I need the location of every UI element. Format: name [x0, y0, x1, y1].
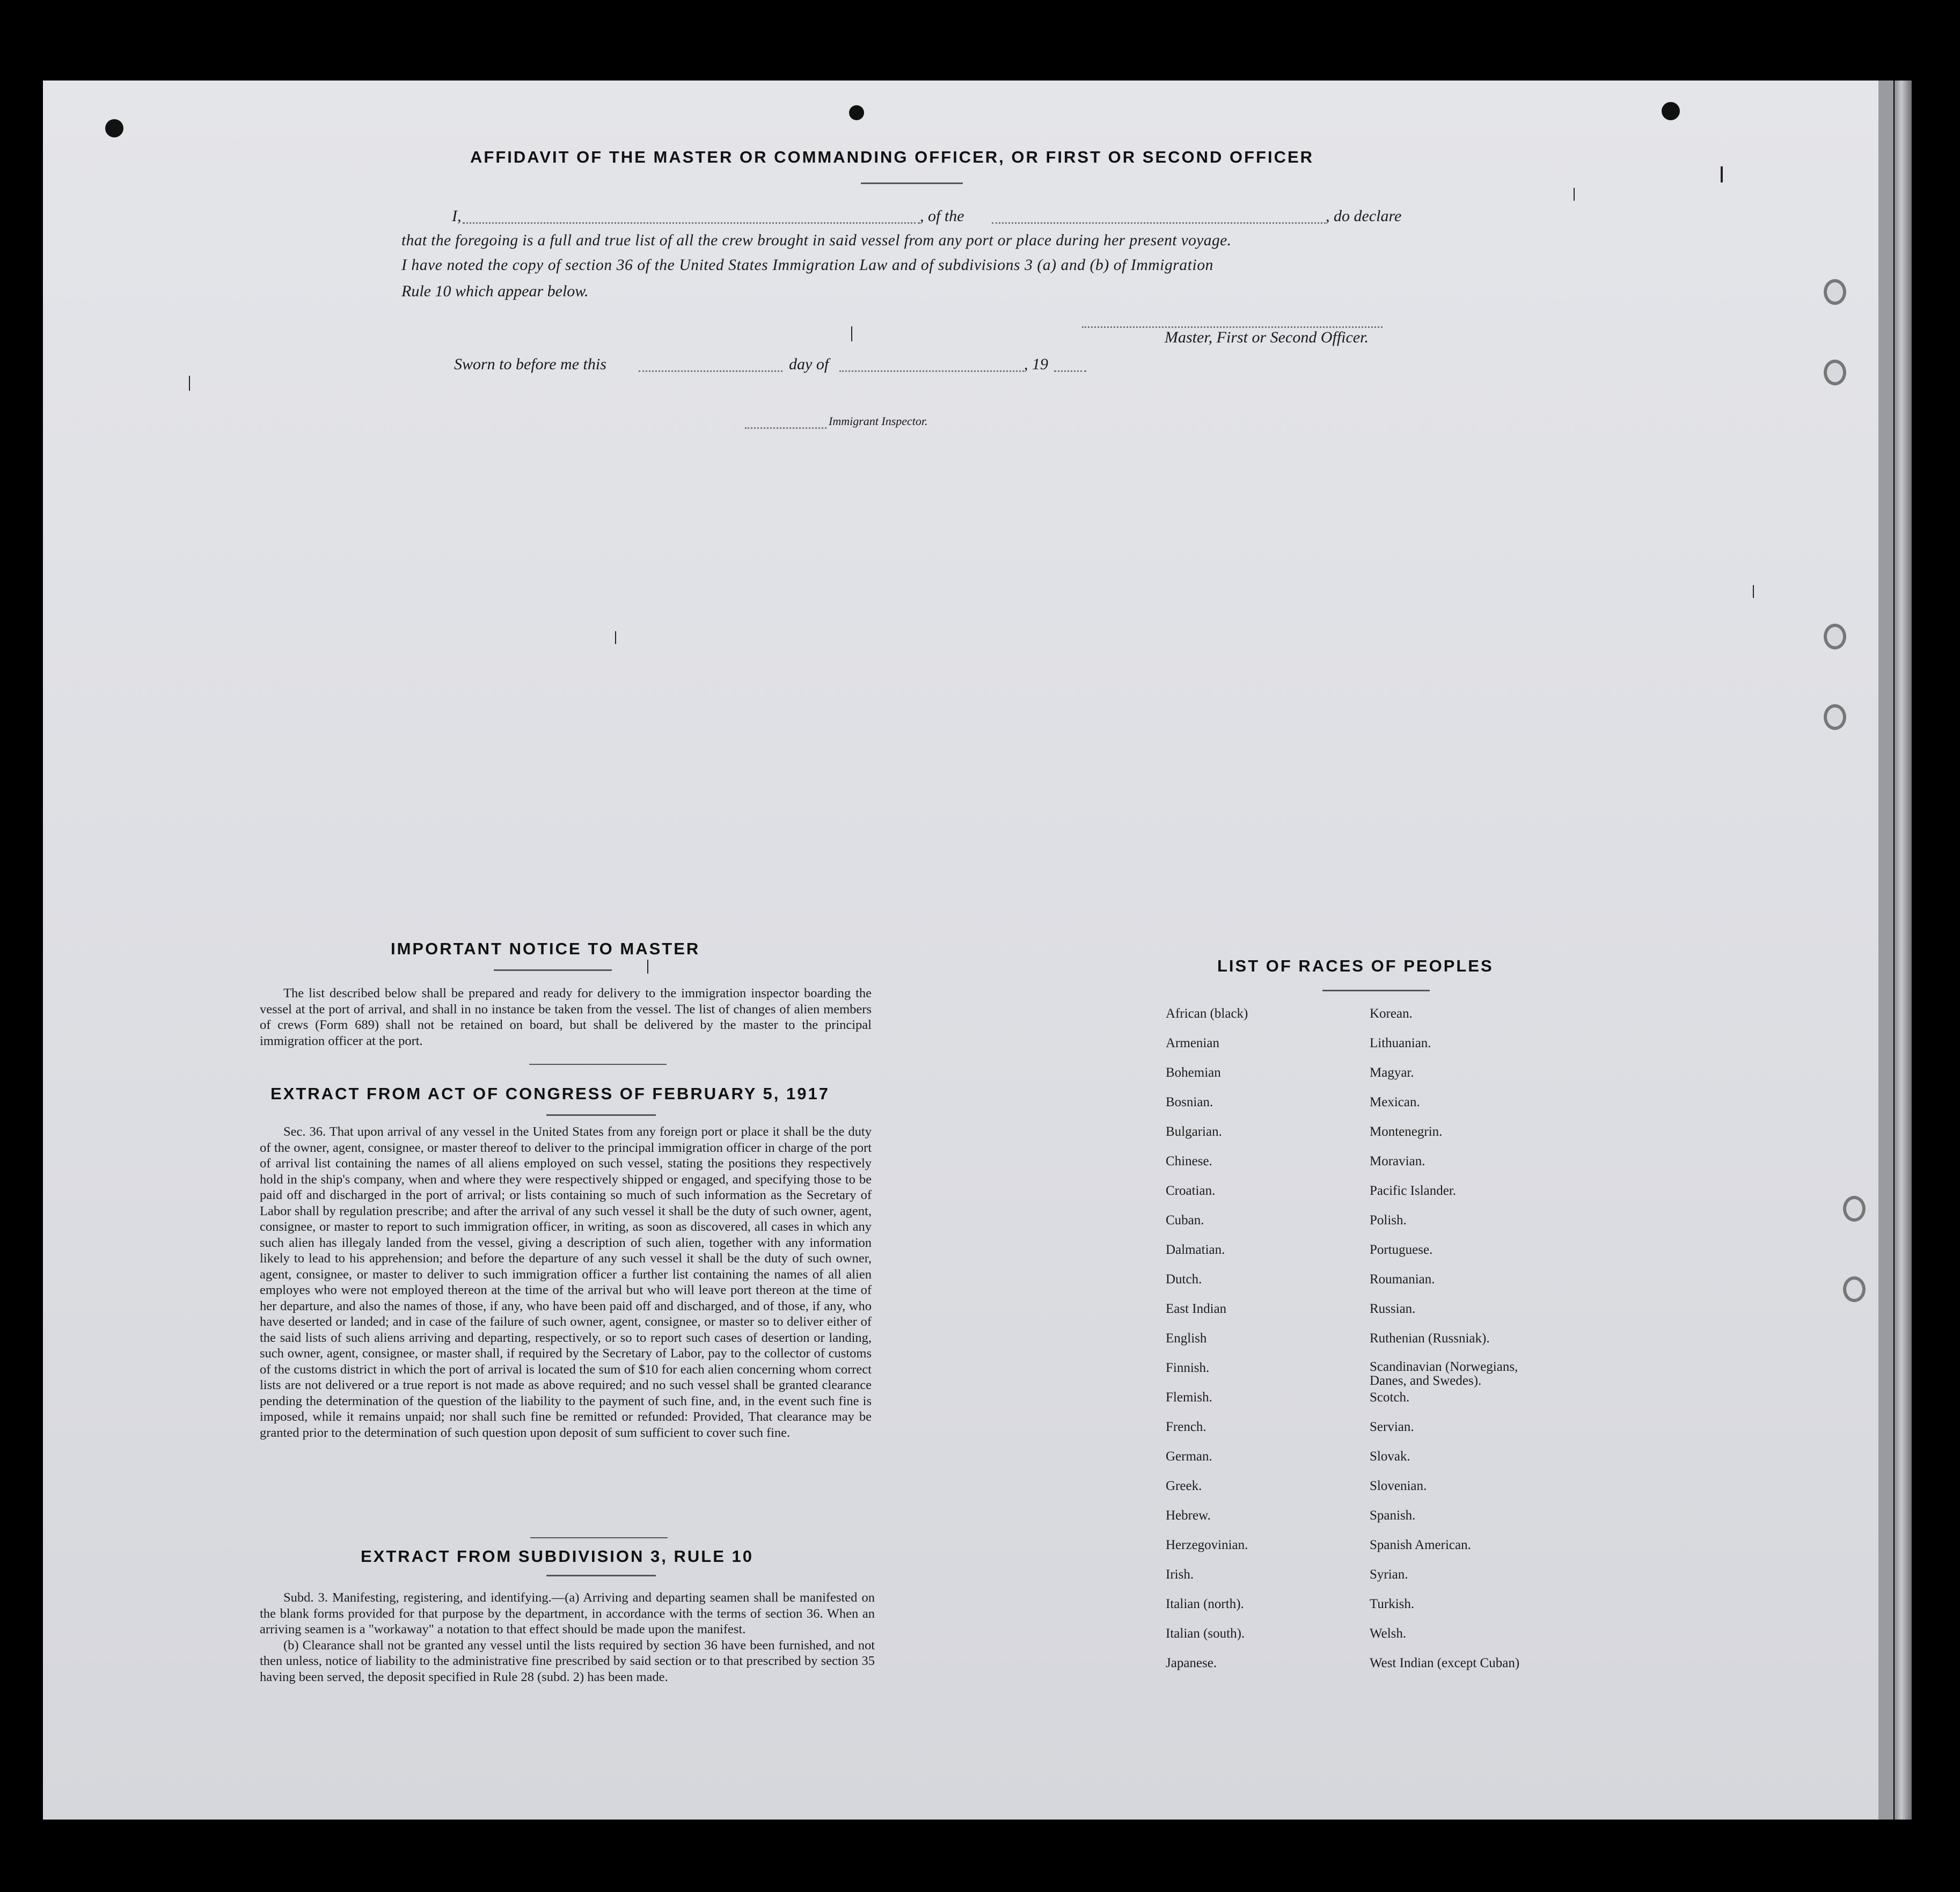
- sworn-label: Sworn to before me this: [454, 355, 606, 373]
- notice-title: IMPORTANT NOTICE TO MASTER: [391, 939, 700, 958]
- affidavit-title: AFFIDAVIT OF THE MASTER OR COMMANDING OFFICER, OR FIRST OR SECOND OFFICER: [470, 148, 1314, 166]
- scan-mark: [1721, 166, 1723, 182]
- race-item: Flemish.: [1166, 1390, 1212, 1405]
- race-item: Cuban.: [1166, 1213, 1204, 1228]
- race-item: Montenegrin.: [1370, 1124, 1443, 1139]
- race-item: German.: [1166, 1449, 1212, 1464]
- margin-hole: [1824, 279, 1846, 305]
- affidavit-line-3: I have noted the copy of section 36 of the United States Immigration Law and of subdivisions 3 (a) and (b) of Immigration: [401, 257, 1214, 274]
- races-left-column: [1166, 1006, 1248, 1685]
- race-item: Portuguese.: [1370, 1243, 1433, 1257]
- race-item: Armenian: [1166, 1036, 1219, 1050]
- sworn-day-field[interactable]: [639, 370, 782, 372]
- act-divider: [530, 1537, 668, 1538]
- sworn-year-field[interactable]: [1054, 370, 1086, 372]
- race-item: French.: [1166, 1420, 1206, 1434]
- affidavit-line-4: Rule 10 which appear below.: [401, 282, 589, 300]
- race-item: Magyar.: [1370, 1065, 1414, 1080]
- race-item: African (black): [1166, 1006, 1248, 1021]
- race-item: Scandinavian (Norwegians, Danes, and Swedes).: [1370, 1360, 1518, 1388]
- day-of-label: day of: [789, 355, 829, 373]
- race-item: Italian (north).: [1166, 1597, 1244, 1611]
- race-item: Moravian.: [1370, 1154, 1425, 1168]
- rule-paragraph-a: Subd. 3. Manifesting, registering, and identifying.—(a) Arriving and departing seamen shall be manifested on the blank forms provided for that purpose by the department, in accordance with the terms of section 36. When an arriving seamen is a "workaway" a notation to that effect should be made upon the manifest.: [260, 1590, 875, 1637]
- notice-text: [260, 985, 872, 1049]
- race-item: Welsh.: [1370, 1626, 1407, 1641]
- scan-mark: [647, 960, 648, 974]
- master-signature-field[interactable]: [1082, 326, 1383, 328]
- race-item: Italian (south).: [1166, 1626, 1245, 1641]
- race-item: Slovak.: [1370, 1449, 1410, 1464]
- races-title-rule: [1322, 990, 1430, 991]
- race-item: Finnish.: [1166, 1361, 1210, 1375]
- affidavit-title-rule: [861, 182, 963, 184]
- margin-hole: [1824, 624, 1846, 649]
- act-title: EXTRACT FROM ACT OF CONGRESS OF FEBRUARY 5, 1917: [270, 1084, 830, 1103]
- race-item: Dalmatian.: [1166, 1243, 1225, 1257]
- race-item: English: [1166, 1331, 1207, 1346]
- rule-title-rule: [546, 1575, 656, 1576]
- vessel-name-field[interactable]: [992, 222, 1326, 224]
- rule-paragraph-b: (b) Clearance shall not be granted any vessel until the lists required by section 36 have been furnished, and not then unless, notice of liability to the administrative fine prescribed by said section or to that prescribed by section 35 having been served, the deposit specified in Rule 28 (subd. 2) has been made.: [260, 1638, 875, 1684]
- notice-paragraph: The list described below shall be prepared and ready for delivery to the immigration inspector boarding the vessel at the port of arrival, and shall in no instance be taken from the vessel. The list of changes of alien members of crews (Form 689) shall not be retained on board, but shall be delivered by the master to the principal immigration officer at the port.: [260, 986, 872, 1048]
- notice-divider: [529, 1064, 667, 1065]
- race-item: Servian.: [1370, 1420, 1414, 1434]
- master-name-field[interactable]: [463, 222, 920, 224]
- scan-mark: [1753, 585, 1754, 598]
- race-item: Korean.: [1370, 1006, 1413, 1021]
- race-item: Chinese.: [1166, 1154, 1212, 1168]
- race-item: Syrian.: [1370, 1567, 1408, 1582]
- race-item: Hebrew.: [1166, 1508, 1211, 1523]
- inspector-signature-field[interactable]: [745, 427, 827, 429]
- margin-hole: [1843, 1196, 1866, 1222]
- race-item: Polish.: [1370, 1213, 1407, 1228]
- act-text: [260, 1124, 872, 1441]
- scan-mark: [615, 631, 616, 644]
- race-item: Pacific Islander.: [1370, 1184, 1457, 1198]
- races-right-column: [1370, 1006, 1547, 1685]
- scan-mark: [851, 326, 852, 341]
- binder-hole: [105, 119, 123, 137]
- sworn-month-field[interactable]: [839, 370, 1024, 372]
- master-signature-label: Master, First or Second Officer.: [1165, 328, 1369, 346]
- inspector-label: Immigrant Inspector.: [829, 414, 928, 428]
- race-item: Dutch.: [1166, 1272, 1202, 1287]
- race-item: Turkish.: [1370, 1597, 1415, 1611]
- races-title: LIST OF RACES OF PEOPLES: [1217, 956, 1494, 975]
- margin-hole: [1824, 704, 1846, 730]
- race-item: Russian.: [1370, 1302, 1416, 1316]
- sheet-edge: [1895, 81, 1912, 1820]
- race-item: East Indian: [1166, 1302, 1227, 1316]
- binder-hole: [1662, 102, 1680, 120]
- act-paragraph: Sec. 36. That upon arrival of any vessel in the United States from any foreign port or place it shall be the duty of the owner, agent, consignee, or master thereof to deliver to the principal immigration officer in charge of the port of arrival list containing the names of all aliens employed on such vessel, stating the positions they respectively hold in the ship's company, when and where they were respectively shipped or engaged, and specifying those to be paid off and discharged in the port of arrival; or lists containing so much of such information as the Secretary of Labor shall by regulation prescribe; and after the arrival of any such vessel it shall be the duty of such owner, agent, consignee, or master to report to such immigration officer, in writing, as soon as discovered, all cases in which any such alien has illegaly landed from the vessel, giving a description of such alien, together with any information likely to lead to his apprehension; and before the departure of any such vessel it shall be the duty of such owner, agent, consignee, or master to deliver to such immigration officer a further list containing the names of all alien employes who were not employed thereon at the time of the arrival but who will leave port thereon at the time of her departure, and also the names of those, if any, who have been paid off and discharged, and of those, if any, who have deserted or landed; and in case of the failure of such owner, agent, consignee, or master so to deliver either of the said lists of such aliens arriving and departing, respectively, or so to report such cases of desertion or landing, such owner, agent, consignee, or master shall, if required by the Secretary of Labor, pay to the collector of customs of the customs district in which the port of arrival is located the sum of $10 for each alien concerning whom correct lists are not delivered or a true report is not made as above required; and no such vessel shall be granted clearance pending the determination of the question of the liability to the payment of such fine, and, in the event such fine is imposed, while it remains unpaid; nor shall such fine be remitted or refunded: Provided, That clearance may be granted prior to the determination of such question upon deposit of sum sufficient to cover such fine.: [260, 1124, 872, 1440]
- scan-mark: [1574, 188, 1575, 201]
- race-item: Slovenian.: [1370, 1479, 1427, 1493]
- race-item: Bulgarian.: [1166, 1124, 1222, 1139]
- race-item: Mexican.: [1370, 1095, 1420, 1109]
- year-label: , 19: [1024, 355, 1048, 373]
- race-item: Ruthenian (Russniak).: [1370, 1331, 1490, 1346]
- affidavit-declare-label: , do declare: [1326, 207, 1402, 225]
- margin-hole: [1843, 1276, 1866, 1302]
- race-item: Herzegovinian.: [1166, 1538, 1248, 1552]
- affidavit-of-the-label: , of the: [920, 207, 964, 225]
- race-item: Irish.: [1166, 1567, 1194, 1582]
- rule-text: [260, 1590, 875, 1685]
- act-title-rule: [546, 1114, 656, 1116]
- race-item: Japanese.: [1166, 1656, 1217, 1670]
- rule-title: EXTRACT FROM SUBDIVISION 3, RULE 10: [361, 1547, 754, 1566]
- binder-hole: [849, 105, 864, 120]
- scan-mark: [189, 376, 190, 391]
- race-item: Lithuanian.: [1370, 1036, 1431, 1050]
- race-item: Greek.: [1166, 1479, 1202, 1493]
- affidavit-line-2: that the foregoing is a full and true list of all the crew brought in said vessel from any port or place during her present voyage.: [401, 232, 1232, 249]
- margin-hole: [1824, 360, 1846, 385]
- race-item: Scotch.: [1370, 1390, 1410, 1405]
- affidavit-i-label: I,: [452, 207, 462, 225]
- document-sheet: [43, 81, 1893, 1820]
- race-item: Croatian.: [1166, 1184, 1216, 1198]
- race-item: West Indian (except Cuban): [1370, 1656, 1520, 1670]
- race-item: Roumanian.: [1370, 1272, 1435, 1287]
- race-item: Bohemian: [1166, 1065, 1221, 1080]
- race-item: Bosnian.: [1166, 1095, 1213, 1109]
- notice-title-rule: [494, 969, 612, 971]
- race-item: Spanish.: [1370, 1508, 1416, 1523]
- race-item: Spanish American.: [1370, 1538, 1471, 1552]
